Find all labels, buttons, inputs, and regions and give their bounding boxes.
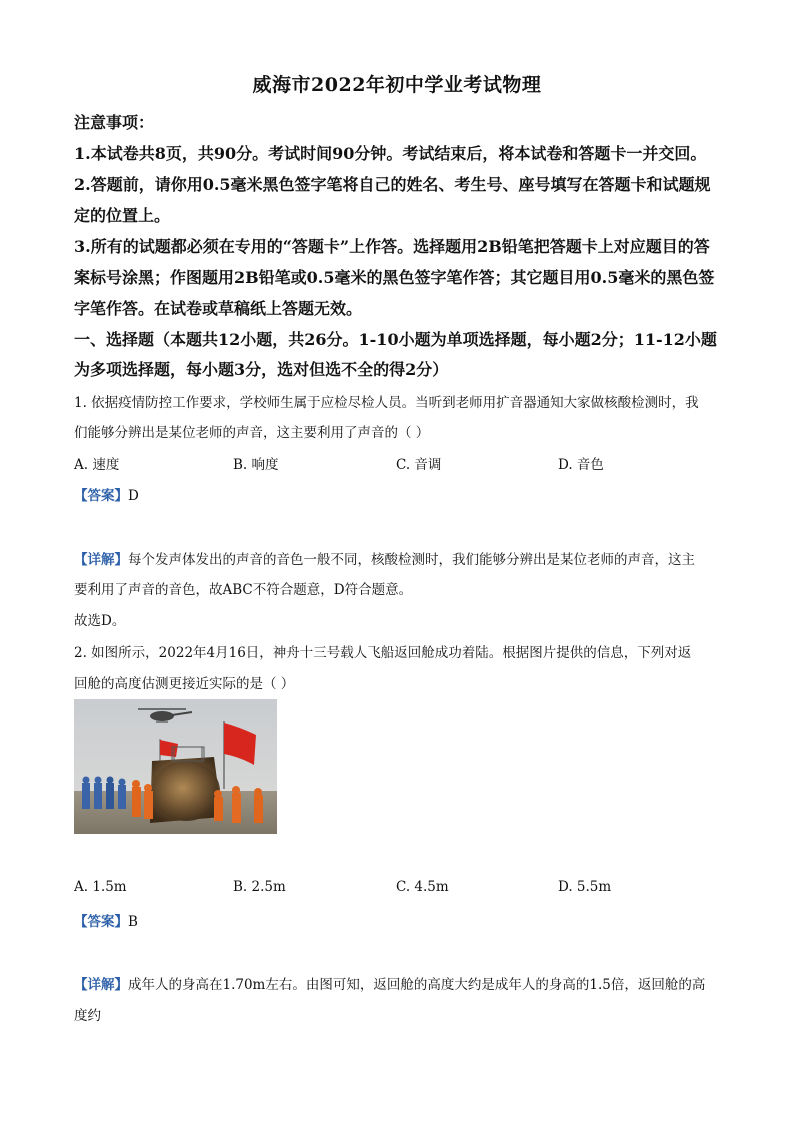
- q2-answer: [74, 910, 138, 930]
- notice-line-3b: 案标号涂黑；作图题用2B铅笔或0.5毫米的黑色签字笔作答；其它题目用0.5毫米的黑色签: [74, 268, 715, 287]
- q2-stem-2: 回舱的高度估测更接近实际的是（ ）: [74, 676, 295, 692]
- page-title: 威海市2022年初中学业考试物理: [252, 74, 542, 96]
- notice-heading: 注意事项：: [74, 113, 155, 132]
- q2-detail-text-1: 成年人的身高在1.70m左右。由图可知，返回舱的高度大约是成年人的身高的1.5倍，返回舱的高: [128, 977, 706, 993]
- notice-line-3c: 字笔作答。在试卷或草稿纸上答题无效。: [74, 299, 363, 318]
- q2-answer-value: B: [128, 914, 138, 930]
- q2-detail-1: [74, 973, 705, 993]
- q2-stem-1: 2. 如图所示，2022年4月16日，神舟十三号载人飞船返回舱成功着陆。根据图片提供的信息，下列对返: [74, 645, 692, 661]
- answer-tag: 【答案】: [74, 914, 128, 930]
- notice-line-1: 1.本试卷共8页，共90分。考试时间90分钟。考试结束后，将本试卷和答题卡一并交回。: [74, 144, 707, 163]
- q1-detail-2: 要利用了声音的音色，故ABC不符合题意，D符合题意。: [74, 582, 413, 598]
- q2-detail-2: 度约: [74, 1008, 101, 1024]
- q1-option-a: A. 速度: [74, 457, 120, 473]
- q1-answer-value: D: [128, 488, 139, 504]
- q2-option-a: A. 1.5m: [74, 879, 127, 895]
- q1-option-d: D. 音色: [558, 457, 604, 473]
- q1-stem-1: 1. 依据疫情防控工作要求，学校师生属于应检尽检人员。当听到老师用扩音器通知大家做核酸检测时，我: [74, 395, 699, 411]
- capsule-landing-photo: [74, 699, 277, 834]
- q2-option-b: B. 2.5m: [233, 879, 286, 895]
- q2-option-d: D. 5.5m: [558, 879, 612, 895]
- notice-line-2a: 2.答题前，请你用0.5毫米黑色签字笔将自己的姓名、考生号、座号填写在答题卡和试题规: [74, 175, 711, 194]
- q1-option-c: C. 音调: [396, 457, 442, 473]
- notice-line-2b: 定的位置上。: [74, 206, 171, 225]
- q1-detail-text-1: 每个发声体发出的声音的音色一般不同，核酸检测时，我们能够分辨出是某位老师的声音，这主: [128, 552, 695, 568]
- q1-detail-1: [74, 548, 695, 568]
- q1-answer: [74, 484, 139, 504]
- q1-detail-3: 故选D。: [74, 613, 126, 629]
- notice-line-3a: 3.所有的试题都必须在专用的“答题卡”上作答。选择题用2B铅笔把答题卡上对应题目的答: [74, 237, 710, 256]
- section-heading-2: 为多项选择题，每小题3分，选对但选不全的得2分）: [74, 360, 449, 379]
- detail-tag: 【详解】: [74, 977, 128, 993]
- q2-option-c: C. 4.5m: [396, 879, 449, 895]
- detail-tag: 【详解】: [74, 552, 128, 568]
- section-heading-1: 一、选择题（本题共12小题，共26分。1-10小题为单项选择题，每小题2分；11-12小题: [74, 330, 717, 349]
- q1-stem-2: 们能够分辨出是某位老师的声音，这主要利用了声音的（ ）: [74, 425, 430, 441]
- answer-tag: 【答案】: [74, 488, 128, 504]
- q1-option-b: B. 响度: [233, 457, 279, 473]
